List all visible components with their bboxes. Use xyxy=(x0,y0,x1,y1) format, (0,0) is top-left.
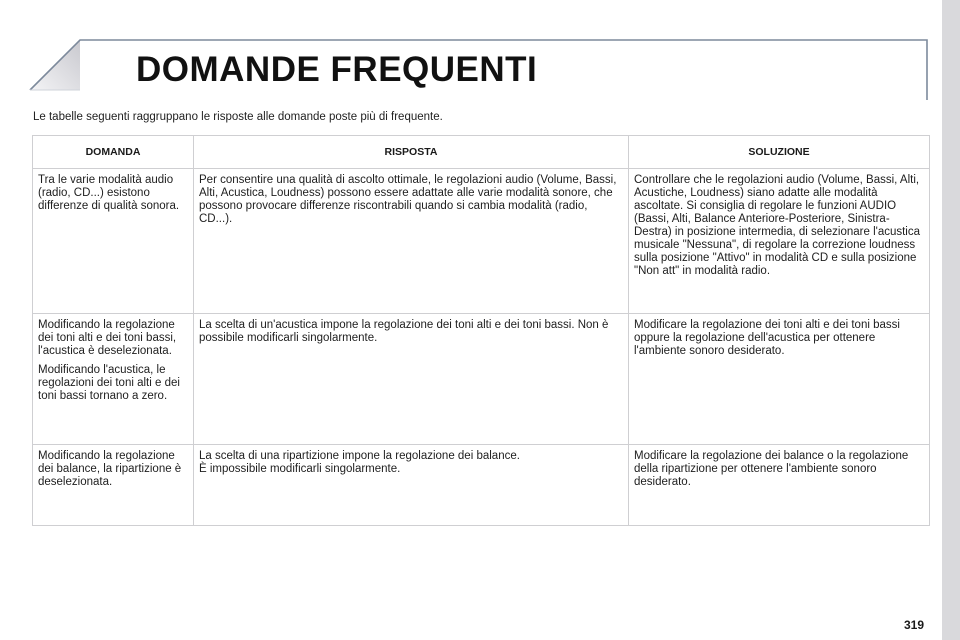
page-number: 319 xyxy=(904,618,925,632)
answer-text: La scelta di un'acustica impone la regolazione dei toni alti e dei toni bassi. Non è possibile modificarli singolarmente. xyxy=(199,319,609,344)
solution-text: Controllare che le regolazioni audio (Volume, Bassi, Alti, Acustiche, Loudness) siano adatte alle modalità ascoltate. Si consiglia di regolare le funzioni AUDIO (Bassi, Alti, Balance Anteriore-Posteriore, Sinistra-Destra) in posizione intermedia, di selezionare l'acustica musicale "Nessuna", di regolare la correzione loudness sulla posizione "Attivo" in modalità CD e sulla posizione "Non att" in modalità radio. xyxy=(634,174,921,277)
answer-text: È impossibile modificarli singolarmente. xyxy=(199,463,401,475)
answer-text: La scelta di una ripartizione impone la regolazione dei balance. xyxy=(199,450,520,462)
question-cell xyxy=(33,445,194,526)
table-header-row xyxy=(33,136,930,169)
column-header-solution: SOLUZIONE xyxy=(629,136,930,169)
question-cell xyxy=(33,169,194,314)
answer-cell xyxy=(194,445,629,526)
question-text: Modificando l'acustica, le regolazioni dei toni alti e dei toni bassi tornano a zero. xyxy=(38,364,180,402)
solution-text: Modificare la regolazione dei balance o la regolazione della ripartizione per ottenere l'ambiente sonoro desiderato. xyxy=(634,450,909,488)
answer-cell xyxy=(194,169,629,314)
solution-cell xyxy=(629,314,930,445)
solution-cell xyxy=(629,445,930,526)
intro-text: Le tabelle seguenti raggruppano le risposte alle domande poste più di frequente. xyxy=(33,111,443,123)
solution-cell xyxy=(629,169,930,314)
faq-table xyxy=(32,135,930,526)
question-text: Modificando la regolazione dei balance, la ripartizione è deselezionata. xyxy=(38,450,182,488)
question-text: Tra le varie modalità audio (radio, CD...) esistono differenze di qualità sonora. xyxy=(38,174,180,212)
solution-text: Modificare la regolazione dei toni alti e dei toni bassi oppure la regolazione dell'acustica per ottenere l'ambiente sonoro desiderato. xyxy=(634,319,900,357)
table-row xyxy=(33,314,930,445)
answer-text: Per consentire una qualità di ascolto ottimale, le regolazioni audio (Volume, Bassi, Alti, Acustica, Loudness) possono essere adattate alle varie modalità sonore, che possono provocare differenze riscontrabili quando si cambia modalità (radio, CD...). xyxy=(199,174,617,225)
page-title: DOMANDE FREQUENTI xyxy=(136,50,538,89)
question-text: Modificando la regolazione dei toni alti e dei toni bassi, l'acustica è deselezionata. xyxy=(38,319,177,357)
answer-cell xyxy=(194,314,629,445)
table-row xyxy=(33,169,930,314)
table-row xyxy=(33,445,930,526)
column-header-question: DOMANDA xyxy=(33,136,194,169)
column-header-answer: RISPOSTA xyxy=(194,136,629,169)
question-cell xyxy=(33,314,194,445)
